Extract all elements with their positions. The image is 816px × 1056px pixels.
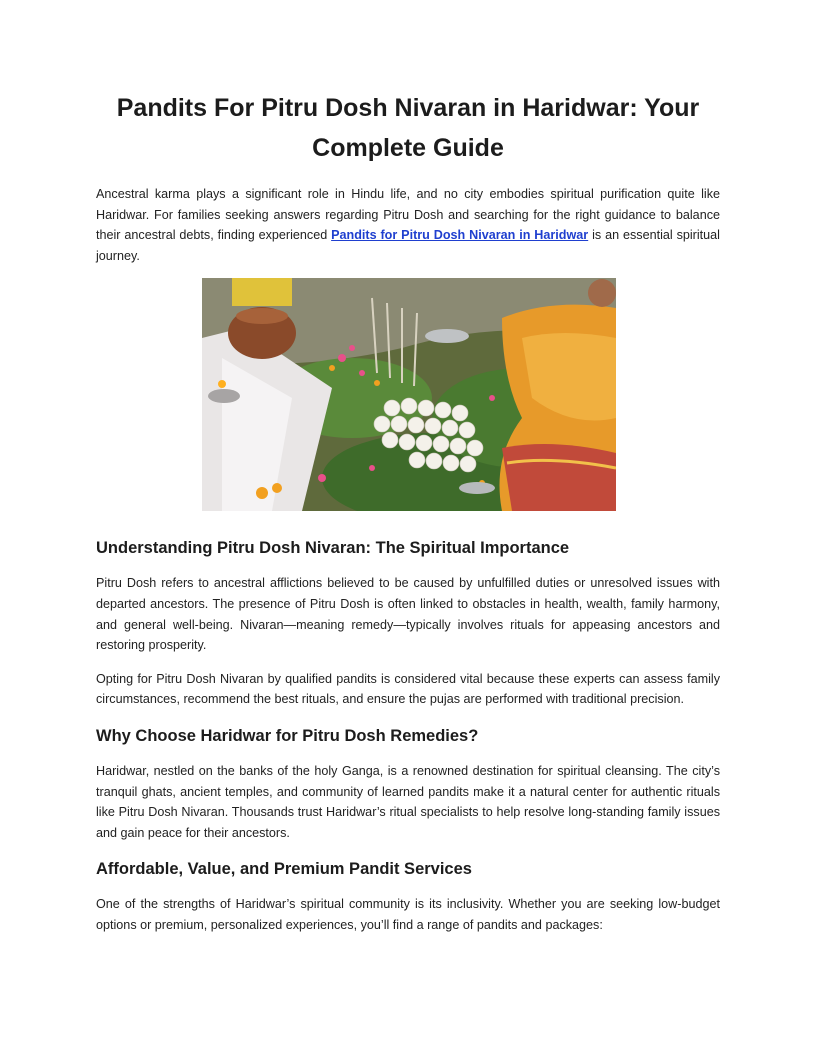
section-paragraph: One of the strengths of Haridwar’s spiritual community is its inclusivity. Whether you are seeking low-budget options or premium, personalized experiences, you’ll find a range of pandits and packages: <box>96 897 720 932</box>
section-paragraph: Pitru Dosh refers to ancestral afflictions believed to be caused by unfulfilled duties or unresolved issues with departed ancestors. The presence of Pitru Dosh is often linked to obstacles in health, wealth, family harmony, and general well-being. Nivaran—meaning remedy—typically involves rituals for appeasing ancestors and restoring prosperity. <box>96 576 720 653</box>
section-heading-services: Affordable, Value, and Premium Pandit Services <box>96 860 472 879</box>
intro-text-after: is an essential spiritual journey. <box>96 228 720 263</box>
pitru-dosh-pandits-link[interactable]: Pandits for Pitru Dosh Nivaran in Haridwar <box>331 228 589 243</box>
pitru-dosh-ritual-photo <box>202 278 616 511</box>
intro-text-before: Ancestral karma plays a significant role in Hindu life, and no city embodies spiritual purification quite like Haridwar. For families seeking answers regarding Pitru Dosh and searching for the right guidance to balance their ancestral debts, finding experienced <box>96 187 720 243</box>
section-heading-understanding: Understanding Pitru Dosh Nivaran: The Spiritual Importance <box>96 539 570 558</box>
intro-paragraph <box>96 184 720 266</box>
ritual-photo-illustration <box>202 278 616 511</box>
section-paragraph: Haridwar, nestled on the banks of the holy Ganga, is a renowned destination for spiritual cleansing. The city’s tranquil ghats, ancient temples, and community of learned pandits make it a natural center for authentic rituals like Pitru Dosh Nivaran. Thousands trust Haridwar’s ritual specialists to help resolve long-standing family issues and gain peace for their ancestors. <box>96 763 720 840</box>
section-heading-why-haridwar: Why Choose Haridwar for Pitru Dosh Remedies? <box>96 726 479 745</box>
page-title: Pandits For Pitru Dosh Nivaran in Haridwar: Your Complete Guide <box>116 94 700 162</box>
section-paragraph: Opting for Pitru Dosh Nivaran by qualified pandits is considered vital because these experts can assess family circumstances, recommend the best rituals, and ensure the pujas are performed with traditional precision. <box>96 671 720 707</box>
document-page <box>96 88 720 936</box>
